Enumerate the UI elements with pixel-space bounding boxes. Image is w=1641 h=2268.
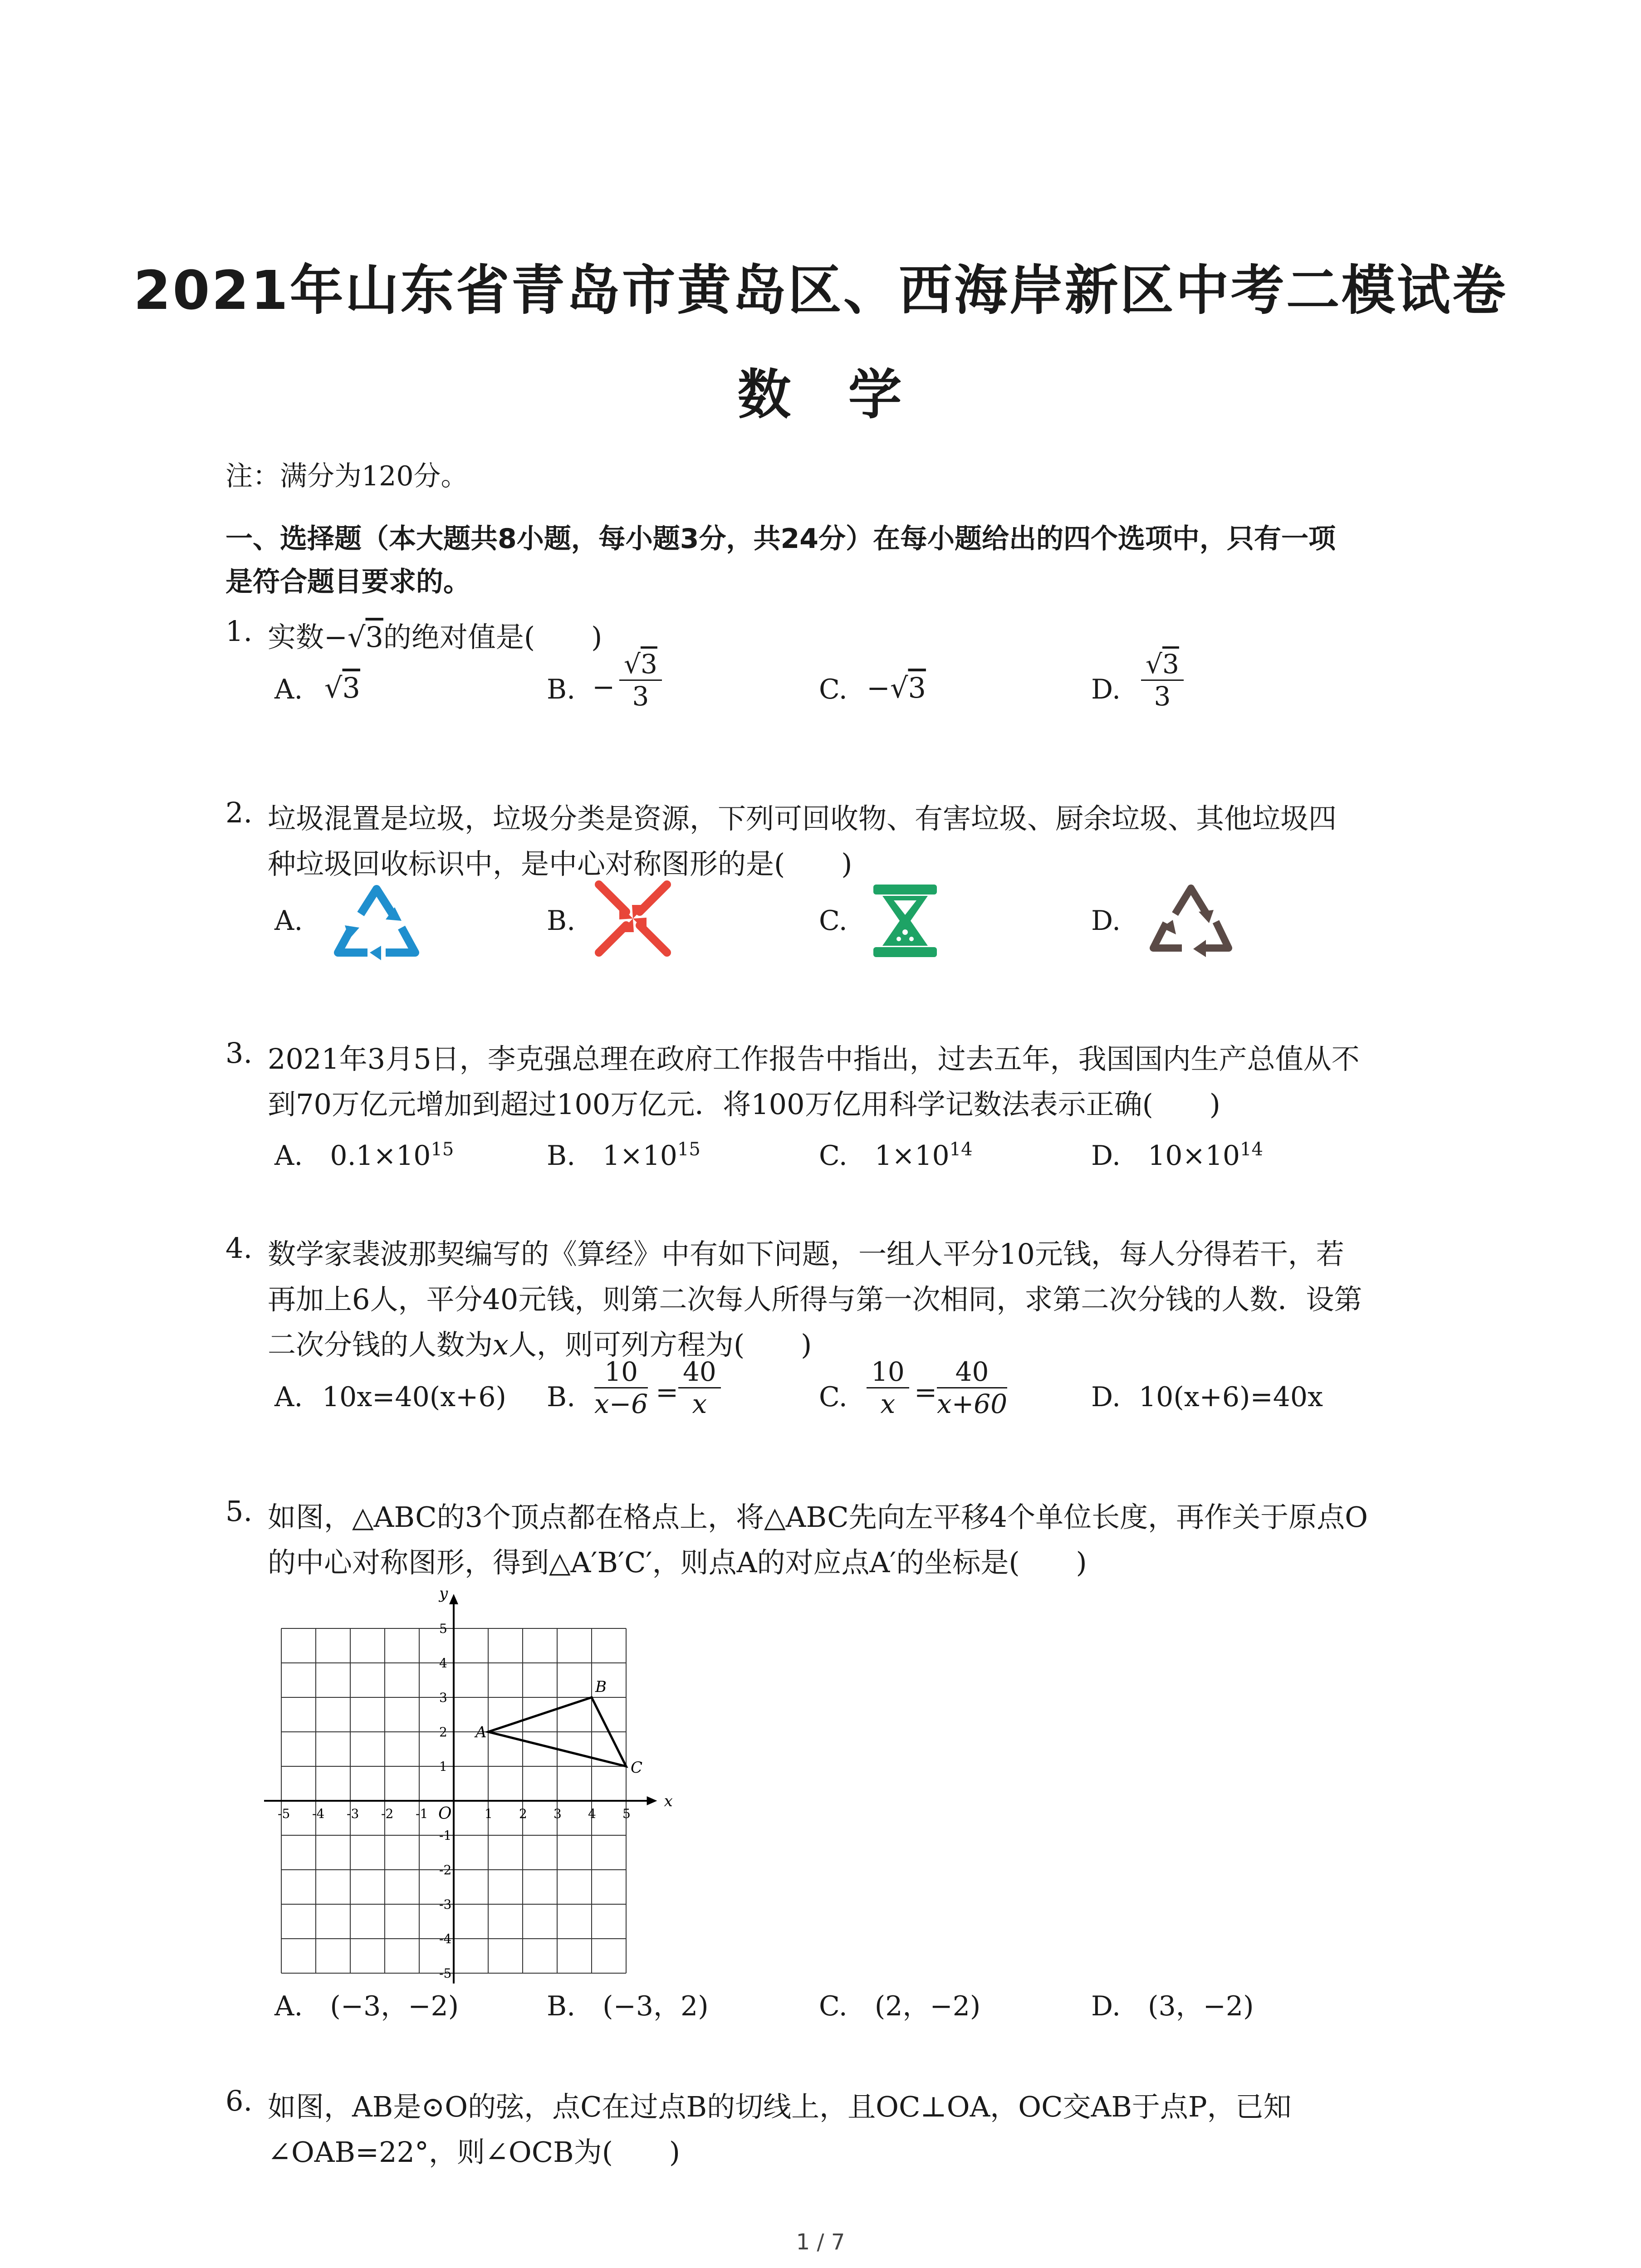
exam-subject: 数 学 [737,363,904,426]
q4-option-b-eq: = [656,1377,679,1408]
question-4-line3: 二次分钱的人数为x人，则可列方程为( ) [268,1328,812,1361]
q1-option-c-label: C. [819,674,847,705]
q2-option-b-label: B. [547,905,576,937]
q2-option-d-label: D. [1091,905,1121,937]
q1-text-a: 实数− [268,621,348,654]
question-4-number: 4. [225,1232,253,1265]
x-tick-label: 2 [519,1806,527,1821]
y-tick-label: -1 [439,1828,452,1843]
point-label-a: A [475,1723,487,1741]
question-1-text [268,615,602,655]
q4-option-d: 10(x+6)=40x [1139,1381,1323,1413]
q1-option-b-label: B. [547,674,576,705]
q1-text-b: 的绝对值是( ) [383,621,603,654]
question-5-line1: 如图，△ABC的3个顶点都在格点上，将△ABC先向左平移4个单位长度，再作关于原点O [268,1501,1368,1534]
x-tick-label: -4 [312,1806,325,1821]
question-3-line2: 到70万亿元增加到超过100万亿元．将100万亿用科学记数法表示正确( ) [268,1088,1220,1121]
x-tick-label: -1 [416,1806,428,1821]
q1-option-a-label: A. [274,674,303,705]
coordinate-grid-figure [259,1584,673,1987]
other-waste-icon [1148,880,1234,962]
y-tick-label: 3 [439,1690,447,1705]
q2-option-a-label: A. [274,905,303,937]
x-tick-label: 5 [622,1806,631,1821]
y-tick-label: -4 [439,1931,452,1946]
q4-option-b-label: B. [547,1381,576,1413]
q4-option-a-label: A. [274,1381,303,1413]
q1-sqrt: √3 [347,621,383,654]
page-number: 1 / 7 [796,2229,845,2255]
question-2-line2: 种垃圾回收标识中，是中心对称图形的是( ) [268,847,852,880]
y-tick-label: 4 [439,1656,447,1671]
q1-option-d-fraction: $\frac{√3}{3}$ [1141,649,1184,712]
q4-option-c-frac1: $\frac{10}{x}$ [867,1356,909,1419]
question-4-line1: 数学家裴波那契编写的《算经》中有如下问题，一组人平分10元钱，每人分得若干，若 [268,1237,1344,1271]
y-tick-label: 5 [439,1621,447,1636]
y-axis-label: y [439,1584,448,1603]
x-tick-label: 4 [588,1806,596,1821]
q4-option-c-eq: = [914,1377,937,1408]
question-1-number: 1. [225,615,253,648]
q1-option-b-sign: − [592,671,615,703]
question-2-number: 2. [225,796,253,829]
x-tick-label: 3 [554,1806,562,1821]
origin-label: O [438,1804,452,1823]
q4-option-a: 10x=40(x+6) [322,1381,506,1413]
y-tick-label: -2 [439,1862,452,1877]
kitchen-waste-icon [869,882,941,959]
q3-option-b: B. $1\times 10^{15}$ [547,1139,700,1172]
exam-title: 2021年山东省青岛市黄岛区、西海岸新区中考二模试卷 [133,259,1508,322]
question-4-line2: 再加上6人，平分40元钱，则第二次每人所得与第一次相同，求第二次分钱的人数．设第 [268,1283,1362,1316]
score-note: 注：满分为120分。 [225,460,468,492]
q4-option-b-frac2: $\frac{40}{x}$ [678,1356,721,1419]
question-5-line2: 的中心对称图形，得到△A′B′C′，则点A的对应点A′的坐标是( ) [268,1546,1087,1579]
section-heading-line2: 是符合题目要求的。 [225,566,470,598]
q5-option-c: C. (2，−2) [819,1990,981,2022]
q5-option-a: A. (−3，−2) [274,1990,459,2022]
recycle-icon [327,882,426,964]
question-2-line1: 垃圾混置是垃圾，垃圾分类是资源，下列可回收物、有害垃圾、厨余垃圾、其他垃圾四 [268,802,1337,835]
question-6-number: 6. [225,2084,253,2117]
q4-option-c-label: C. [819,1381,847,1413]
question-3-number: 3. [225,1036,253,1070]
q4-option-c-frac2: $\frac{40}{x+60}$ [937,1356,1008,1419]
y-tick-label: 2 [439,1725,447,1740]
x-axis-arrow [647,1796,657,1805]
y-tick-label: -3 [439,1897,452,1912]
question-3-line1: 2021年3月5日，李克强总理在政府工作报告中指出，过去五年，我国国内生产总值从不 [268,1042,1360,1075]
q1-option-c: −√3 [867,671,926,704]
x-tick-label: -2 [381,1806,394,1821]
section-heading-line1: 一、选择题（本大题共8小题，每小题3分，共24分）在每小题给出的四个选项中，只有一项 [225,523,1336,555]
q2-option-c-label: C. [819,905,847,937]
hazardous-waste-icon [592,878,674,959]
q4-option-d-label: D. [1091,1381,1121,1413]
q3-option-c: C. $1\times 10^{14}$ [819,1139,973,1172]
point-label-c: C [631,1759,643,1777]
q1-option-a: √3 [324,671,360,704]
question-6-line2: ∠OAB=22°，则∠OCB为( ) [268,2136,681,2169]
y-tick-label: 1 [439,1759,447,1774]
x-axis-label: x [664,1792,673,1810]
q1-option-d-label: D. [1091,674,1121,705]
x-tick-label: -3 [347,1806,359,1821]
x-tick-label: 1 [485,1806,493,1821]
q5-option-b: B. (−3，2) [547,1990,709,2022]
q1-option-b-fraction: $\frac{√3}{3}$ [619,649,662,712]
x-tick-label: -5 [278,1806,290,1821]
y-tick-label: -5 [439,1966,452,1981]
question-6-line1: 如图，AB是⊙O的弦，点C在过点B的切线上，且OC⊥OA，OC交AB于点P，已知 [268,2090,1292,2123]
point-label-b: B [595,1678,607,1696]
question-5-number: 5. [225,1495,253,1528]
q3-option-d: D. $10\times 10^{14}$ [1091,1139,1263,1172]
y-axis-arrow [449,1594,458,1604]
q3-option-a: A. $0.1\times 10^{15}$ [274,1139,454,1172]
q4-option-b-frac1: $\frac{10}{x-6}$ [594,1356,648,1419]
q5-option-d: D. (3，−2) [1091,1990,1254,2022]
